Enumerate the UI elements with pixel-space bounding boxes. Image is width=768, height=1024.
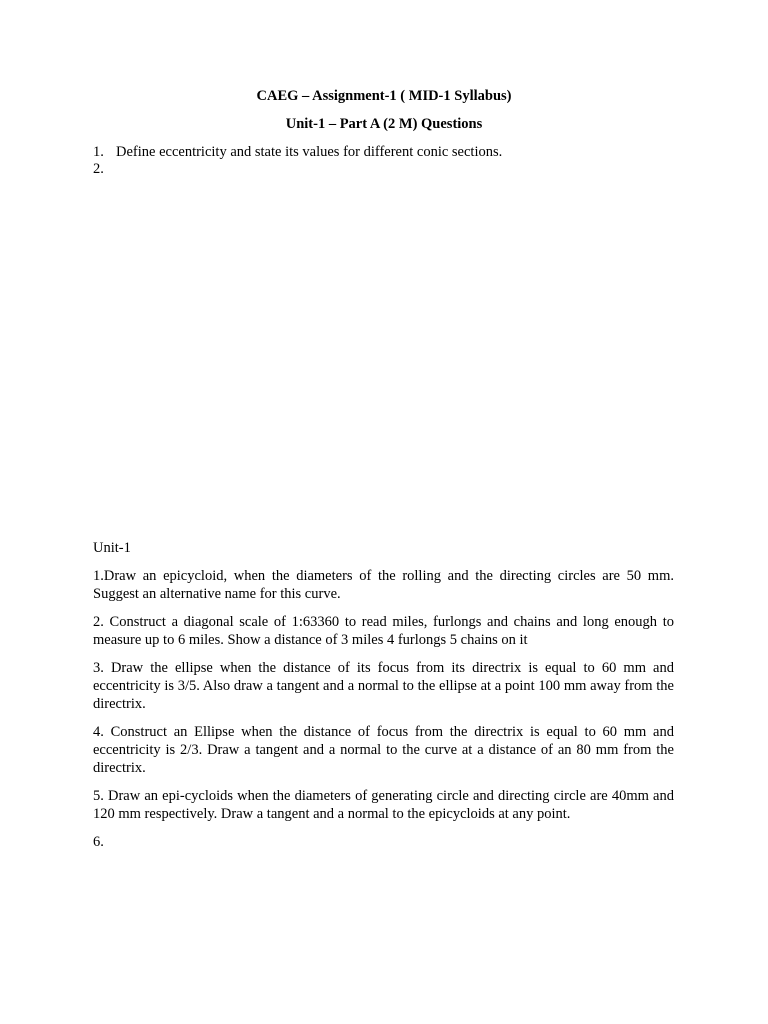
long-question: 1.Draw an epicycloid, when the diameters of the rolling and the directing circles are 50 mm. Suggest an alternative name for this curve. xyxy=(93,568,674,602)
question-text: Define eccentricity and state its values for different conic sections. xyxy=(116,144,503,160)
long-question: 6. xyxy=(93,834,104,850)
question-number: 2. xyxy=(93,161,104,177)
section-subtitle: Unit-1 – Part A (2 M) Questions xyxy=(285,116,483,132)
part-a-question xyxy=(93,160,116,178)
long-question: 3. Draw the ellipse when the distance of its focus from its directrix is equal to 60 mm and eccentricity is 3/5. Also draw a tangent and a normal to the ellipse at a point 100 mm away from the directrix. xyxy=(93,660,674,712)
part-a-question xyxy=(93,143,502,161)
unit-heading: Unit-1 xyxy=(93,540,131,556)
document-title: CAEG – Assignment-1 ( MID-1 Syllabus) xyxy=(256,88,512,104)
long-question: 5. Draw an epi-cycloids when the diameters of generating circle and directing circle are 40mm and 120 mm respectively. Draw a tangent and a normal to the epicycloids at any point. xyxy=(93,788,674,822)
long-question: 4. Construct an Ellipse when the distance of focus from the directrix is equal to 60 mm and eccentricity is 2/3. Draw a tangent and a normal to the curve at a distance of an 80 mm from the directrix. xyxy=(93,724,674,776)
question-number: 1. xyxy=(93,144,104,160)
long-question: 2. Construct a diagonal scale of 1:63360 to read miles, furlongs and chains and long enough to measure up to 6 miles. Show a distance of 3 miles 4 furlongs 5 chains on it xyxy=(93,614,674,648)
long-question-list xyxy=(93,567,674,861)
